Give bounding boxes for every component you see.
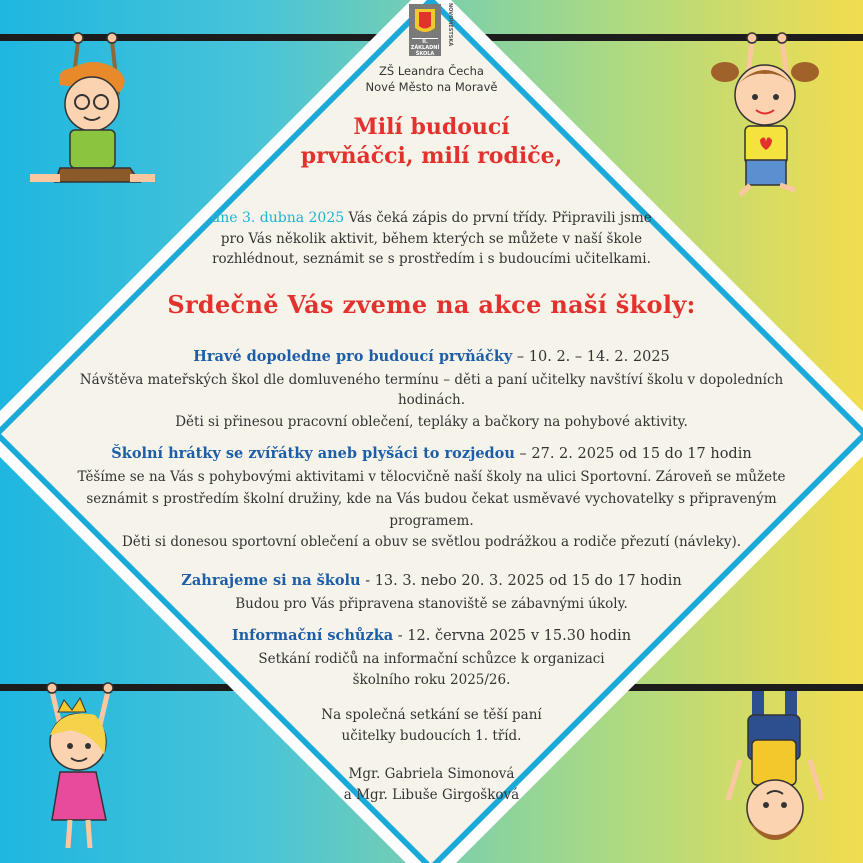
greeting-line2: prvňáčci, milí rodiče, (300, 143, 563, 169)
event-1-title: Hravé dopoledne pro budoucí prvňáčky (193, 348, 513, 365)
event-1-header (0, 347, 863, 367)
closing-line2: učitelky budoucích 1. tříd. (341, 728, 522, 744)
intro-line3: rozhlédnout, seznámit se s prostředím i s budoucími učitelkami. (212, 251, 651, 267)
event-1-when: – 10. 2. – 14. 2. 2025 (512, 349, 670, 365)
event-2-line: seznámit s prostředím školní družiny, kde na Vás budou čekat usměvavé vychovatelky s připraveným (86, 491, 777, 507)
intro-line1-text: Vás čeká zápis do první třídy. Připravili jsme (344, 210, 652, 226)
invite-heading: Srdečně Vás zveme na akce naší školy: (167, 290, 696, 319)
event-4-line: školního roku 2025/26. (352, 672, 511, 688)
event-1-line: Návštěva mateřských škol dle domluveného termínu – děti a paní učitelky navštíví školu v dopoledních (79, 372, 784, 388)
event-2-line: programem. (389, 513, 474, 529)
event-4-header (0, 626, 863, 646)
event-2-title: Školní hrátky se zvířátky aneb plyšáci to rozjedou (111, 445, 515, 462)
event-4-when: - 12. června 2025 v 15.30 hodin (393, 628, 632, 644)
signature-line2: a Mgr. Libuše Girgošková (343, 787, 520, 803)
event-2-header (0, 444, 863, 464)
closing-line1: Na společná setkání se těší paní (321, 707, 542, 723)
event-3-when: - 13. 3. nebo 20. 3. 2025 od 15 do 17 hodin (360, 573, 682, 589)
event-4-title: Informační schůzka (231, 627, 394, 644)
school-city: Nové Město na Moravě (365, 80, 498, 94)
logo-text: II. ZÁKLADNÍ ŠKOLA (410, 39, 440, 57)
event-3-line: Budou pro Vás připravena stanoviště se zábavnými úkoly. (235, 596, 628, 612)
enrollment-date: dne 3. dubna 2025 (211, 210, 345, 226)
event-1-line: Děti si přinesou pracovní oblečení, tepláky a bačkory na pohybové aktivity. (175, 414, 688, 430)
event-3-header (0, 571, 863, 591)
event-3-title: Zahrajeme si na školu (181, 572, 361, 589)
event-1-line: hodinách. (397, 392, 466, 408)
event-2-line: Děti si donesou sportovní oblečení a obuv se světlou podrážkou a rodiče přezutí (návleky). (121, 534, 742, 550)
event-4-line: Setkání rodičů na informační schůzce k organizaci (258, 651, 605, 667)
event-2-line: Těšíme se na Vás s pohybovými aktivitami v tělocvičně naší školy na ulici Sportovní. Zároveň se můžete (77, 469, 786, 485)
event-2-when: – 27. 2. 2025 od 15 do 17 hodin (514, 446, 752, 462)
greeting-line1: Milí budoucí (353, 114, 510, 140)
school-name: ZŠ Leandra Čecha (379, 64, 484, 78)
intro-line2: pro Vás několik aktivit, během kterých se můžete v naší škole (220, 231, 643, 247)
logo-side-text: NOVOMĚSTSKÁ (447, 3, 453, 47)
intro-line1 (0, 208, 863, 228)
signature-line1: Mgr. Gabriela Simonová (348, 766, 515, 782)
